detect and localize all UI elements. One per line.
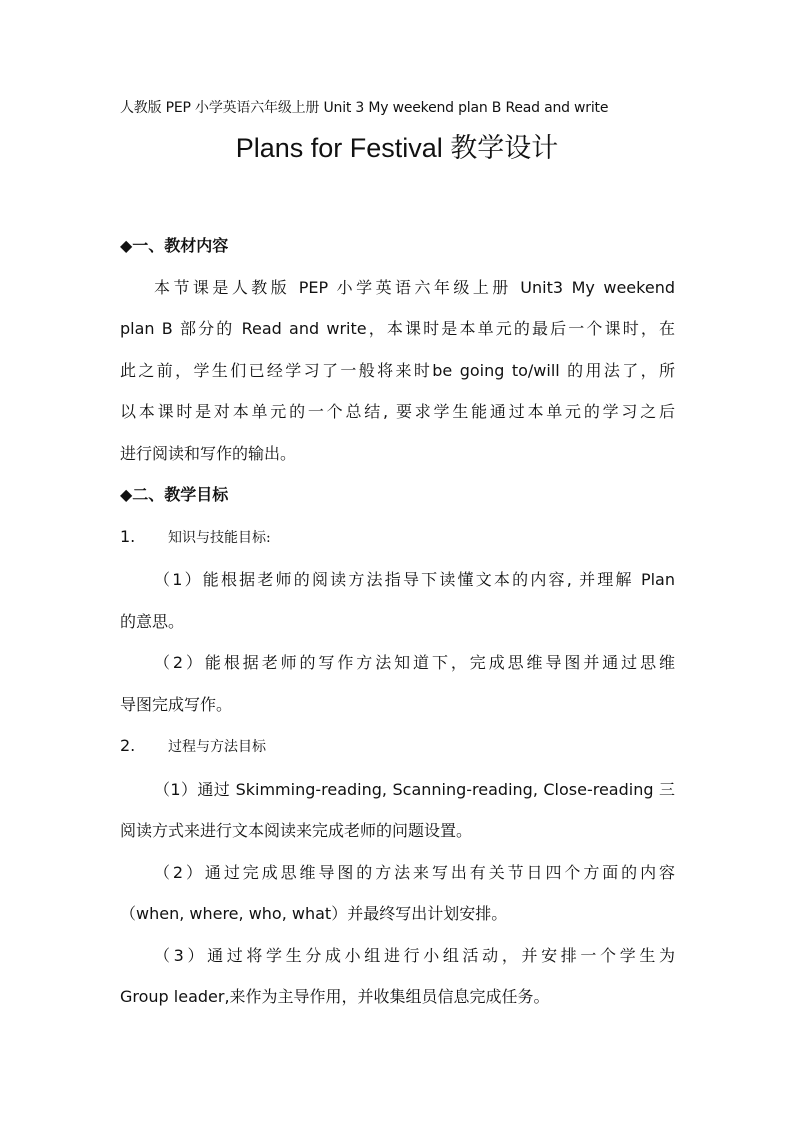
paragraph-line: （when, where, who, what）并最终写出计划安排。 [120, 904, 508, 923]
paragraph-line: 本节课是人教版 PEP 小学英语六年级上册 Unit3 My weekend [154, 277, 675, 297]
goal-1-label: 知识与技能目标: [168, 529, 271, 546]
paragraph-line: （3）通过将学生分成小组进行小组活动，并安排一个学生为 [154, 945, 675, 965]
paragraph-line: 进行阅读和写作的输出。 [120, 443, 297, 463]
course-subtitle: 人教版 PEP 小学英语六年级上册 Unit 3 My weekend plan B Read and write [120, 100, 609, 116]
goal-2-number: 2. [120, 736, 136, 755]
paragraph-line: 导图完成写作。 [120, 694, 233, 714]
page-title: Plans for Festival 教学设计 [235, 133, 559, 163]
paragraph-line: 此之前，学生们已经学习了一般将来时be going to/will 的用法了，所 [120, 360, 675, 380]
goal-2-title [120, 725, 675, 769]
paragraph-line: （1）通过 Skimming-reading, Scanning-reading, Close-reading 三 [154, 779, 675, 799]
section-heading-content: ◆一、教材内容 [120, 236, 229, 255]
paragraph-line: （2）能根据老师的写作方法知道下，完成思维导图并通过思维 [154, 653, 675, 672]
paragraph-line: 阅读方式来进行文本阅读来完成老师的问题设置。 [120, 821, 473, 840]
paragraph-line: （2）通过完成思维导图的方法来写出有关节日四个方面的内容 [154, 862, 675, 882]
section-heading-goals: ◆二、教学目标 [120, 485, 229, 504]
goal-1-title [120, 516, 675, 560]
paragraph-line: 的意思。 [120, 611, 185, 631]
goal-2-label: 过程与方法目标 [168, 739, 266, 755]
paragraph-line: （1）能根据老师的阅读方法指导下读懂文本的内容, 并理解 Plan [154, 570, 675, 589]
paragraph-line: Group leader,来作为主导作用，并收集组员信息完成任务。 [120, 987, 550, 1006]
paragraph-line: plan B 部分的 Read and write，本课时是本单元的最后一个课时，在 [120, 319, 675, 338]
document-body [120, 225, 675, 1018]
goal-1-number: 1. [120, 526, 136, 546]
paragraph-line: 以本课时是对本单元的一个总结, 要求学生能通过本单元的学习之后 [120, 402, 675, 421]
